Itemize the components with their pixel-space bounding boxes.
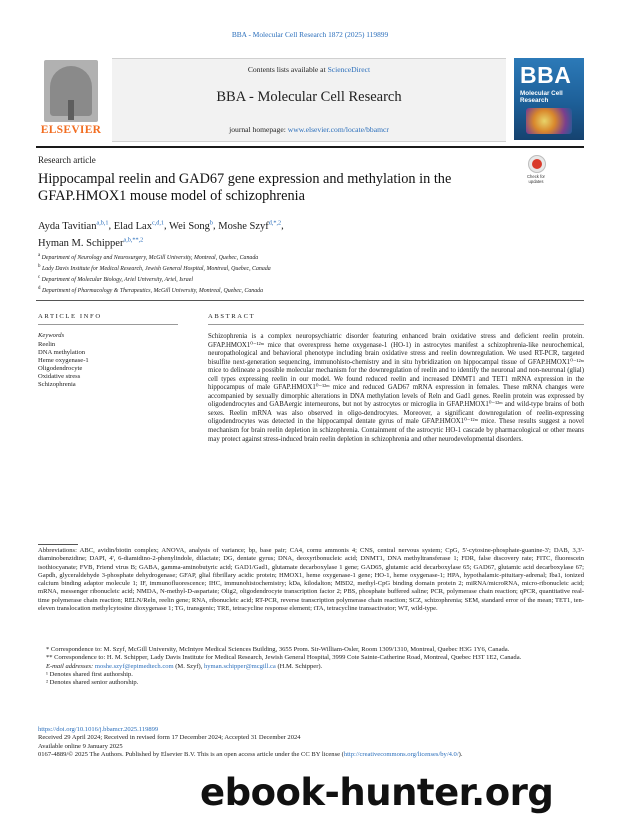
watermark: ebook-hunter.org (200, 770, 610, 815)
keyword: Heme oxygenase-1 (38, 357, 89, 365)
section-divider (36, 300, 584, 301)
keywords-heading: Keywords (38, 332, 65, 339)
article-type: Research article (38, 155, 96, 165)
license-line: 0167-4889/© 2025 The Authors. Published by Elsevier B.V. This is an open access article under the CC BY license (http://creativecommons.org/licenses/by/4.0/). (38, 750, 463, 758)
check-updates-icon (528, 155, 546, 173)
keyword: Reelin (38, 341, 56, 348)
email-link-szyf[interactable]: moshe.szyf@epimedtech.com (94, 662, 174, 670)
footnote-2: ² Denotes shared senior authorship. (46, 679, 139, 687)
license-link[interactable]: http://creativecommons.org/licenses/by/4.0/ (343, 750, 459, 758)
tree-icon (44, 60, 98, 122)
homepage-link[interactable]: www.elsevier.com/locate/bbamcr (287, 125, 389, 134)
author[interactable]: Moshe Szyf$^{d,*,2}$ (218, 219, 282, 232)
available-date: Available online 9 January 2025 (38, 742, 123, 750)
author[interactable]: Hyman M. Schipper$^{a,b,**,2}$ (38, 236, 144, 249)
abstract-text: Schizophrenia is a complex neuropsychiatric disorder featuring enhanced brain oxidative stress and deficient reelin protein. GFAP.HMOX1⁰⁻¹²ᵐ mice that overexpress heme oxygenase-1 (HO-1) in astrocytes manifest a schizophrenia-like neurochemical, neuropathological and behavioral phenotype including brain oxidative stress and reelin downregulation. We used RT-PCR, targeted bisulfite next-generation sequencing, immunohisto-chemistry and in situ hybridization on hippocampal tissue of GFAP.HMOX1⁰⁻¹²ᵐ mice to delineate a possible molecular mechanism for the downregulation of reelin and to identify the neuronal and non-neuronal (glial) cell types expressing reelin in our model. We found reduced reelin and increased DNMT1 and TET1 mRNA expression in the hippocampus of male GFAP.HMOX1⁰⁻¹²ᵐ mice and reduced GAD67 mRNA expression in females. These mRNA changes were accompanied by sexually dimorphic alterations in DNA methylation levels of Reln and Gad1 genes. Reelin protein was expressed by oligodendrocytes and GABAergic interneurons, but not by astrocytes or microglia in GFAP.HMOX1⁰⁻¹²ᵐ and wild-type brains of both sexes. Reelin mRNA was also observed in oligo-dendrocytes. Moreover, a significant downregulation of reelin-expressing oligodendrocytes was detected in the hippocampal dentate gyrus of male GFAP.HMOX1⁰⁻¹²ᵐ mice. These results suggest a novel mechanism for brain reelin depletion in schizophrenia. Containment of the astrocytic HO-1 cascade by pharmacological or other means may protect against stress-induced brain reelin depletion in schizophrenia and other neurodevelopmental disorders. (208, 333, 584, 443)
abstract-heading: ABSTRACT (208, 313, 256, 320)
journal-header (36, 58, 584, 140)
journal-title: BBA - Molecular Cell Research (216, 89, 402, 105)
elsevier-logo[interactable] (36, 58, 106, 140)
keyword: Oligodendrocyte (38, 365, 83, 373)
check-updates-label: Check for updates (527, 174, 545, 184)
received-dates: Received 29 April 2024; Received in revised form 17 December 2024; Accepted 31 December 2024 (38, 734, 301, 742)
email-line: E-mail addresses: moshe.szyf@epimedtech.com (M. Szyf), hyman.schipper@mcgill.ca (H.M. Schipper). (46, 662, 323, 670)
keyword-list (38, 341, 89, 390)
running-head[interactable]: BBA - Molecular Cell Research 1872 (2025) 119899 (231, 30, 389, 39)
author-list: Ayda Tavitian$^{a,b,1}$, Elad Lax$^{c,d,1}$, Wei Song$^b$, Moshe Szyf$^{d,*,2}$, Hyman M. Schipper$^{a,b,**,2}$ (38, 219, 284, 249)
abbreviations: Abbreviations: ABC, avidin/biotin complex; ANOVA, analysis of variance; bp, base pair; CA4, cornu ammonis 4; CNS, central nervous system; CpG, 5'-cytosine-phosphate-guanine-3'; DAB, 3,3'-diaminobenzidine; DAPI, 4', 6-diamidino-2-phenylindole, dilactate; DG, dentate gyrus; DNA, deoxyribonucleic acid; DNMT1, DNA methyltransferase 1; FDR, false discovery rate; FITC, fluorescein isothiocyanate; FVB, Friend virus B; GABA, gamma-aminobutyric acid; GAD1/Gad1, glutamate decarboxylase 1 gene; GAD65, glutamic acid decarboxylase 65; GAD67, glutamic acid decarboxylase 67; Gapdh, glyceraldehyde 3-phosphate dehydrogenase; GFAP, glial fibrillary acidic protein; HMOX1, heme oxygenase-1 gene; HO-1, heme oxygenase-1; HPA, hypothalamic-pituitary-adrenal; Iba1, ionized calcium binding adaptor molecule 1; IF, immunofluorescence; IHC, immunohistochemistry; kDa, kilodalton; MBD2, methyl-CpG binding domain protein 2; miRNA/microRNA, micro-ribonucleic acid; mRNA, messenger ribonucleic acid; NMDA, N-methyl-D-aspartate; Olig2, oligodendrocyte transcription factor 2; PBS, phosphate buffered saline; PCR, polymerase chain reaction; qPCR, quantitative real-time polymerase chain reaction; RELN/Reln, reelin gene; RNA, ribonucleic acid; RT-PCR, reverse transcription polymerase chain reaction; SCZ, schizophrenia; SEM, standard error of the mean; TET1, ten-eleven translocation methylcytosine dioxygenase 1; TG, transgenic; TRE, tetracycline response element; tTA, tetracycline transactivator; WT, wild-type. (38, 547, 584, 613)
affiliation: $^c$ Department of Molecular Biology, Ariel University, Ariel, Israel (38, 274, 193, 283)
check-for-updates-button[interactable] (522, 155, 550, 187)
affiliation: $^a$ Department of Neurology and Neurosurgery, McGill University, Montreal, Quebec, Canada (38, 253, 259, 261)
sciencedirect-link[interactable]: ScienceDirect (327, 65, 371, 74)
keyword: Oxidative stress (38, 373, 81, 381)
email-link-schipper[interactable]: hyman.schipper@mcgill.ca (203, 662, 276, 670)
cover-title: BBA (520, 62, 572, 88)
affiliation: $^d$ Department of Pharmacology & Therapeutics, McGill University, Montreal, Quebec, Canada (38, 285, 264, 294)
footnote-divider (38, 544, 78, 545)
article-title: Hippocampal reelin and GAD67 gene expression and methylation in the GFAP.HMOX1 mouse model of schizophrenia (38, 171, 452, 204)
affiliation: $^b$ Lady Davis Institute for Medical Research, Jewish General Hospital, Montreal, Quebec, Canada (38, 263, 271, 272)
keyword: Schizophrenia (38, 381, 76, 389)
correspondence-notes (38, 646, 584, 687)
publisher-name: ELSEVIER (40, 124, 102, 136)
journal-cover[interactable] (514, 58, 584, 140)
cover-subtitle: Molecular Cell Research (520, 90, 563, 104)
header-divider (36, 146, 584, 148)
keyword: DNA methylation (38, 349, 86, 357)
article-info-heading: ARTICLE INFO (38, 313, 102, 320)
correspondence-2: ** Correspondence to: H. M. Schipper, Lady Davis Institute for Medical Research, Jewish General Hospital, 3999 Cote Sainte-Catherine Road, Montreal, Quebec H3T 1E2, Canada. (46, 654, 522, 662)
abstract-rule (208, 324, 584, 325)
author[interactable]: Elad Lax$^{c,d,1}$ (113, 219, 164, 232)
journal-info-box (112, 58, 506, 142)
cover-image (526, 108, 572, 134)
footnote-1: ¹ Denotes shared first authorship. (46, 670, 133, 678)
publication-info (38, 726, 584, 759)
article-info-rule (38, 324, 178, 325)
author[interactable]: Wei Song$^b$ (169, 219, 214, 232)
affiliations (38, 252, 578, 296)
contents-line: Contents lists available at ScienceDirect (247, 65, 371, 74)
correspondence-1: * Correspondence to: M. Szyf, McGill University, McIntyre Medical Sciences Building, 3655 Prom. Sir-William-Osler, Room 1309/1310, Montreal, Quebec H3G 1Y6, Canada. (46, 646, 510, 653)
doi-link[interactable]: https://doi.org/10.1016/j.bbamcr.2025.119899 (38, 726, 159, 733)
author[interactable]: Ayda Tavitian$^{a,b,1}$ (38, 219, 109, 232)
homepage-line: journal homepage: www.elsevier.com/locate/bbamcr (229, 125, 389, 134)
